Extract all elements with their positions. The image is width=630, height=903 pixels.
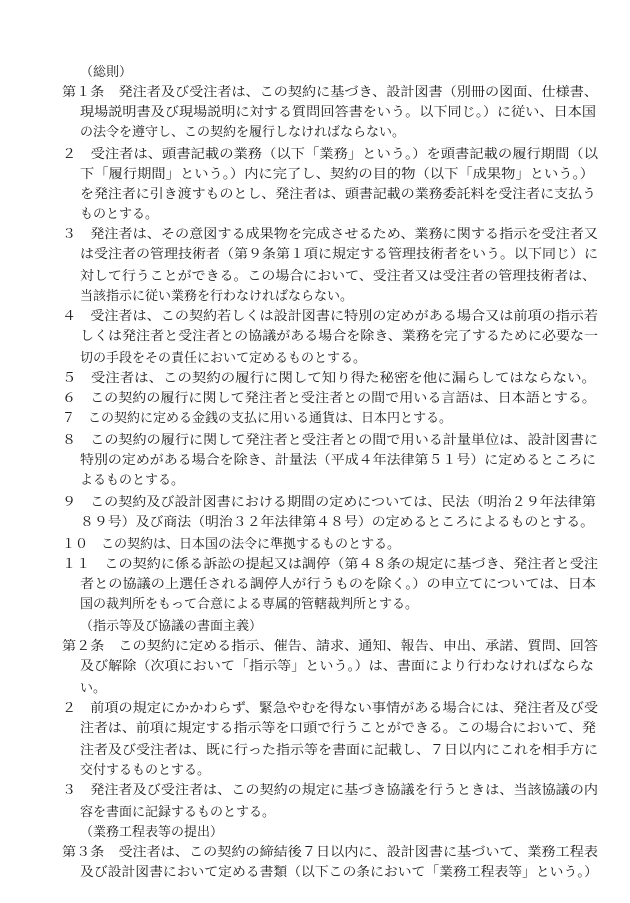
text-line: 国の裁判所をもって合意による専属的管轄裁判所とする。	[80, 597, 419, 612]
text-line: 及び解除（次項において「指示等」という。）は、書面により行わなければならな	[80, 659, 594, 674]
text-line: ５ 受注者は、この契約の履行に関して知り得た秘密を他に漏らしてはならない。	[62, 371, 596, 386]
text-line: ６ この契約の履行に関して発注者と受注者との間で用いる言語は、日本語とする。	[62, 391, 596, 406]
text-line: （指示等及び協議の書面主義）	[80, 619, 263, 634]
text-line: 当該指示に従い業務を行わなければならない。	[80, 289, 354, 304]
text-line: ２ 受注者は、頭書記載の業務（以下「業務」という。）を頭書記載の履行期間（以	[62, 147, 598, 162]
text-line: ２ 前項の規定にかかわらず、緊急やむを得ない事情がある場合には、発注者及び受	[62, 701, 598, 716]
text-line: 第２条 この契約に定める指示、催告、請求、通知、報告、申出、承諾、質問、回答	[62, 639, 598, 654]
text-line: １０ この契約は、日本国の法令に準拠するものとする。	[62, 537, 401, 552]
text-line: ９ この契約及び設計図書における期間の定めについては、民法（明治２９年法律第	[62, 495, 596, 510]
text-line: 対して行うことができる。この場合において、受注者又は受注者の管理技術者は、	[80, 269, 596, 284]
text-line: ３ 発注者及び受注者は、この契約の規定に基づき協議を行うときは、当該協議の内	[62, 783, 598, 798]
text-line: ８９号）及び商法（明治３２年法律第４８号）の定めるところによるものとする。	[80, 515, 594, 530]
text-line: 注者は、前項に規定する指示等を口頭で行うことができる。この場合において、発	[80, 721, 596, 736]
text-line: 切の手段をその責任において定めるものとする。	[80, 351, 367, 366]
text-line: しくは発注者と受注者との協議がある場合を除き、業務を完了するために必要な一	[80, 329, 598, 344]
text-line: を発注者に引き渡すものとし、発注者は、頭書記載の業務委託料を受注者に支払う	[80, 187, 596, 202]
text-line: 下「履行期間」という。）内に完了し、契約の目的物（以下「成果物」という。）	[80, 167, 594, 182]
text-line: 注者及び受注者は、既に行った指示等を書面に記載し、７日以内にこれを相手方に	[80, 743, 598, 758]
text-line: よるものとする。	[80, 473, 185, 488]
text-line: 及び設計図書において定める書類（以下この条において「業務工程表等」という。）	[80, 865, 598, 880]
text-line: 現場説明書及び現場説明に対する質問回答書をいう。以下同じ。）に従い、日本国	[80, 105, 596, 120]
text-line: の法令を遵守し、この契約を履行しなければならない。	[80, 125, 406, 140]
text-line: （総則）	[80, 65, 133, 80]
text-line: ４ 受注者は、この契約若しくは設計図書に特別の定めがある場合又は前項の指示若	[62, 309, 598, 324]
text-line: ７ この契約に定める金銭の支払に用いる通貨は、日本円とする。	[62, 411, 453, 426]
text-line: ３ 発注者は、その意図する成果物を完成させるため、業務に関する指示を受注者又	[62, 227, 598, 242]
text-line: 第１条 発注者及び受注者は、この契約に基づき、設計図書（別冊の図面、仕様書、	[62, 85, 598, 100]
text-line: （業務工程表等の提出）	[80, 825, 224, 840]
text-line: は受注者の管理技術者（第９条第１項に規定する管理技術者をいう。以下同じ）に	[80, 247, 598, 262]
text-line: 者との協議の上選任される調停人が行うものを除く。）の申立てについては、日本	[80, 577, 596, 592]
text-line: １１ この契約に係る訴訟の提起又は調停（第４８条の規定に基づき、発注者と受注	[62, 557, 598, 572]
text-line: 交付するものとする。	[80, 763, 211, 778]
text-line: 第３条 受注者は、この契約の締結後７日以内に、設計図書に基づいて、業務工程表	[62, 845, 598, 860]
text-line: 特別の定めがある場合を除き、計量法（平成４年法律第５１号）に定めるところに	[80, 453, 596, 468]
text-line: ８ この契約の履行に関して発注者と受注者との間で用いる計量単位は、設計図書に	[62, 433, 598, 448]
text-line: ものとする。	[80, 207, 159, 222]
text-line: 容を書面に記録するものとする。	[80, 805, 276, 820]
text-line: い。	[80, 681, 107, 696]
